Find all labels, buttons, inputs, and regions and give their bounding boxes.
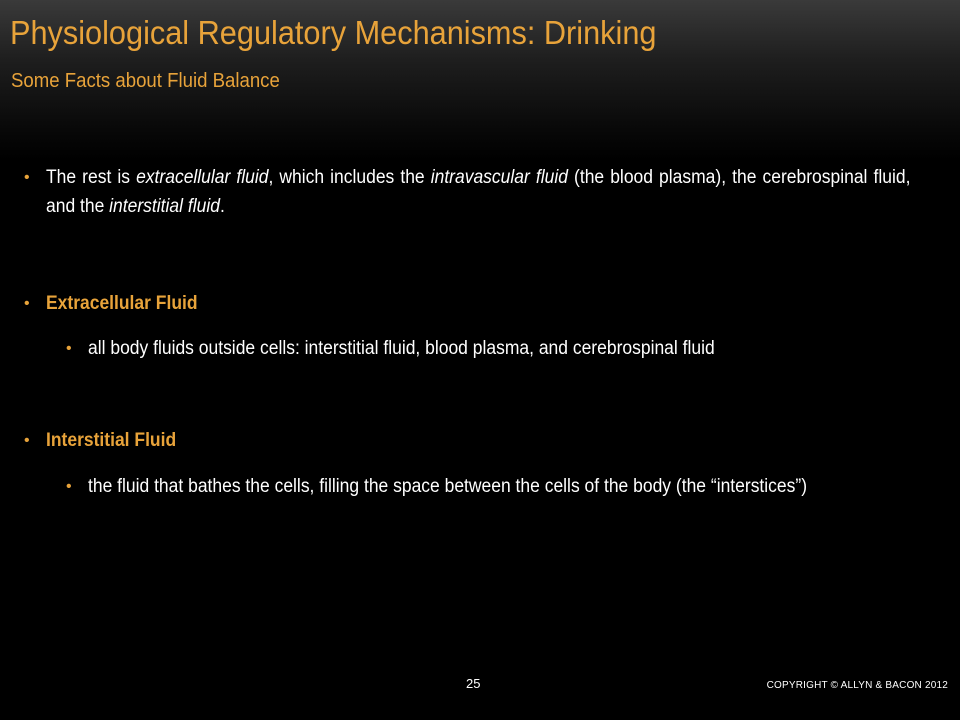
bullet-dot-icon: • xyxy=(24,169,30,186)
bullet-dot-icon: • xyxy=(66,340,72,357)
bullet-intro-text: The rest is extracellular fluid, which includes the intravascular fluid (the blood plasma), the cerebrospinal fluid, and the interstitial fluid. xyxy=(46,167,911,217)
copyright-notice: COPYRIGHT © ALLYN & BACON 2012 xyxy=(766,680,948,691)
page-number: 25 xyxy=(466,676,481,691)
bullet-intro xyxy=(24,163,916,221)
bullet-dot-icon: • xyxy=(24,295,30,312)
slide-title: Physiological Regulatory Mechanisms: Drinking xyxy=(10,14,657,51)
bullet-extracellular-definition: • all body fluids outside cells: interstitial fluid, blood plasma, and cerebrospinal fluid xyxy=(88,334,916,363)
bullet-extracellular-heading: • Extracellular Fluid xyxy=(46,289,916,318)
bullet-interstitial-heading: • Interstitial Fluid xyxy=(46,426,916,455)
bullet-dot-icon: • xyxy=(66,478,72,495)
bullet-interstitial-definition: • the fluid that bathes the cells, filling the space between the cells of the body (the “interstices”) xyxy=(88,472,916,501)
slide-subtitle: Some Facts about Fluid Balance xyxy=(11,70,280,92)
bullet-dot-icon: • xyxy=(24,432,30,449)
